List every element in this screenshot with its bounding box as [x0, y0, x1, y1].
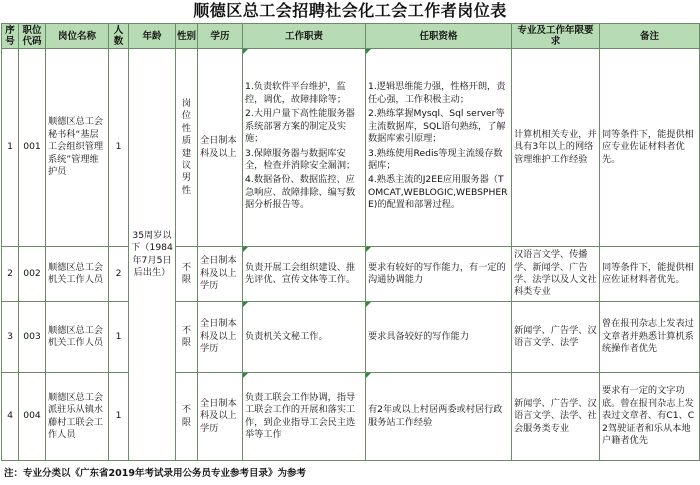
header-qual: 任职资格 — [366, 24, 512, 49]
header-age: 年龄 — [129, 24, 176, 49]
row-seq: 1 — [2, 49, 19, 247]
qual-item: 4.熟悉主流的J2EE应用服务器（TOMCAT,WEBLOGIC,WEBSPHERE)的配置和部署过程。 — [368, 174, 508, 211]
row-duties: 负责工联会工作协调，指导工联会工作的开展和落实工作，到企业指导工会民主选举等工作 — [243, 373, 366, 461]
duty-item: 3.保障服务器与数据库安全，检查并消除安全漏洞； — [245, 147, 356, 171]
positions-table — [1, 23, 700, 461]
row-qual: 有2年或以上村居两委或村居行政服务站工作经验 — [366, 373, 512, 461]
row-code: 004 — [19, 373, 46, 461]
header-seq: 序号 — [2, 24, 19, 49]
header-duties: 工作职责 — [243, 24, 366, 49]
row-gender: 不限 — [176, 302, 198, 373]
header-remark: 备注 — [600, 24, 700, 49]
qual-item: 2.熟练掌握Mysql、Sql server等主流数据库，SQL语句熟练，了解数据库索引原理； — [368, 108, 506, 145]
table-row — [2, 373, 700, 461]
qual-item: 1.逻辑思维能力强，性格开朗，责任心强，工作积极主动； — [368, 81, 506, 105]
header-row — [2, 24, 700, 49]
row-major: 汉语言文学、传播学、新闻学、广告学、法学以及人文社科类专业 — [512, 247, 600, 302]
row-qual — [366, 49, 512, 247]
row-duties — [243, 49, 366, 247]
row-edu: 全日制本科及以上 — [198, 49, 243, 247]
row-seq: 3 — [2, 302, 19, 373]
header-name: 岗位名称 — [46, 24, 109, 49]
age-cell: 35周岁以下（1984年7月5日后出生） — [129, 49, 176, 461]
row-name: 顺德区总工会秘书科“基层工会组织管理系统”管理维护员 — [46, 49, 109, 247]
row-major: 新闻学、广告学、汉语言文学、法学、社会服务类专业 — [512, 373, 600, 461]
header-edu: 学历 — [198, 24, 243, 49]
row-seq: 2 — [2, 247, 19, 302]
duty-item: 4.数据备份、数据监控、应急响应、故障排除、编写数据分析报告等。 — [245, 174, 356, 211]
page-title: 顺德区总工会招聘社会化工会工作者岗位表 — [193, 1, 507, 20]
row-count: 1 — [109, 302, 129, 373]
table-row — [2, 247, 700, 302]
row-code: 003 — [19, 302, 46, 373]
row-major: 新闻学、广告学、汉语言文学、法学 — [512, 302, 600, 373]
row-duties: 负责机关文秘工作。 — [243, 302, 366, 373]
table-row — [2, 49, 700, 247]
row-code: 002 — [19, 247, 46, 302]
table-row — [2, 302, 700, 373]
header-major: 专业及工作年限要求 — [512, 24, 600, 49]
row-remark: 要求有一定的文字功底。曾在报刊杂志上发表过文章者、有C1、C2驾驶证者和乐从本地户籍者优先 — [600, 373, 700, 461]
header-code: 职位代码 — [19, 24, 46, 49]
qual-item: 3.熟练使用Redis等现主流缓存数据库； — [368, 147, 503, 171]
row-name: 顺德区总工会机关工作人员 — [46, 247, 109, 302]
row-name: 顺德区总工会机关工作人员 — [46, 302, 109, 373]
row-seq: 4 — [2, 373, 19, 461]
row-gender: 不限 — [176, 247, 198, 302]
row-name: 顺德区总工会派驻乐从镇水藤村工联会工作人员 — [46, 373, 109, 461]
row-duties: 负责开展工会组织建设、推先评优、宣传文体等工作。 — [243, 247, 366, 302]
row-remark: 同等条件下，能提供相应专业佐证材料者优先。 — [600, 49, 700, 247]
row-edu: 全日制本科及以上学历 — [198, 302, 243, 373]
row-remark: 曾在报刊杂志上发表过文章者并熟悉计算机系统操作者优先 — [600, 302, 700, 373]
row-remark: 同等条件下，能提供相应佐证材料者优先。 — [600, 247, 700, 302]
row-count: 2 — [109, 247, 129, 302]
row-qual: 要求有较好的写作能力，有一定的沟通协调能力 — [366, 247, 512, 302]
row-code: 001 — [19, 49, 46, 247]
row-edu: 全日制本科及以上学历 — [198, 373, 243, 461]
row-gender: 不限 — [176, 373, 198, 461]
row-edu: 全日制本科及以上学历 — [198, 247, 243, 302]
row-gender: 岗位性质建议男性 — [176, 49, 198, 247]
header-count: 人数 — [109, 24, 129, 49]
duty-item: 1.负责软件平台维护，监控，调优，故障排除等； — [245, 81, 347, 105]
header-gender: 性别 — [176, 24, 198, 49]
row-count: 1 — [109, 49, 129, 247]
duty-item: 2.大用户量下高性能服务器系统部署方案的制定及实施； — [245, 108, 355, 145]
footnote: 注：专业分类以《广东省2019年考试录用公务员专业参考目录》为参考 — [4, 468, 306, 479]
row-qual: 要求具备较好的写作能力 — [366, 302, 512, 373]
row-major: 计算机相关专业，并具有3年以上的网络管理维护工作经验 — [512, 49, 600, 247]
row-count: 1 — [109, 373, 129, 461]
